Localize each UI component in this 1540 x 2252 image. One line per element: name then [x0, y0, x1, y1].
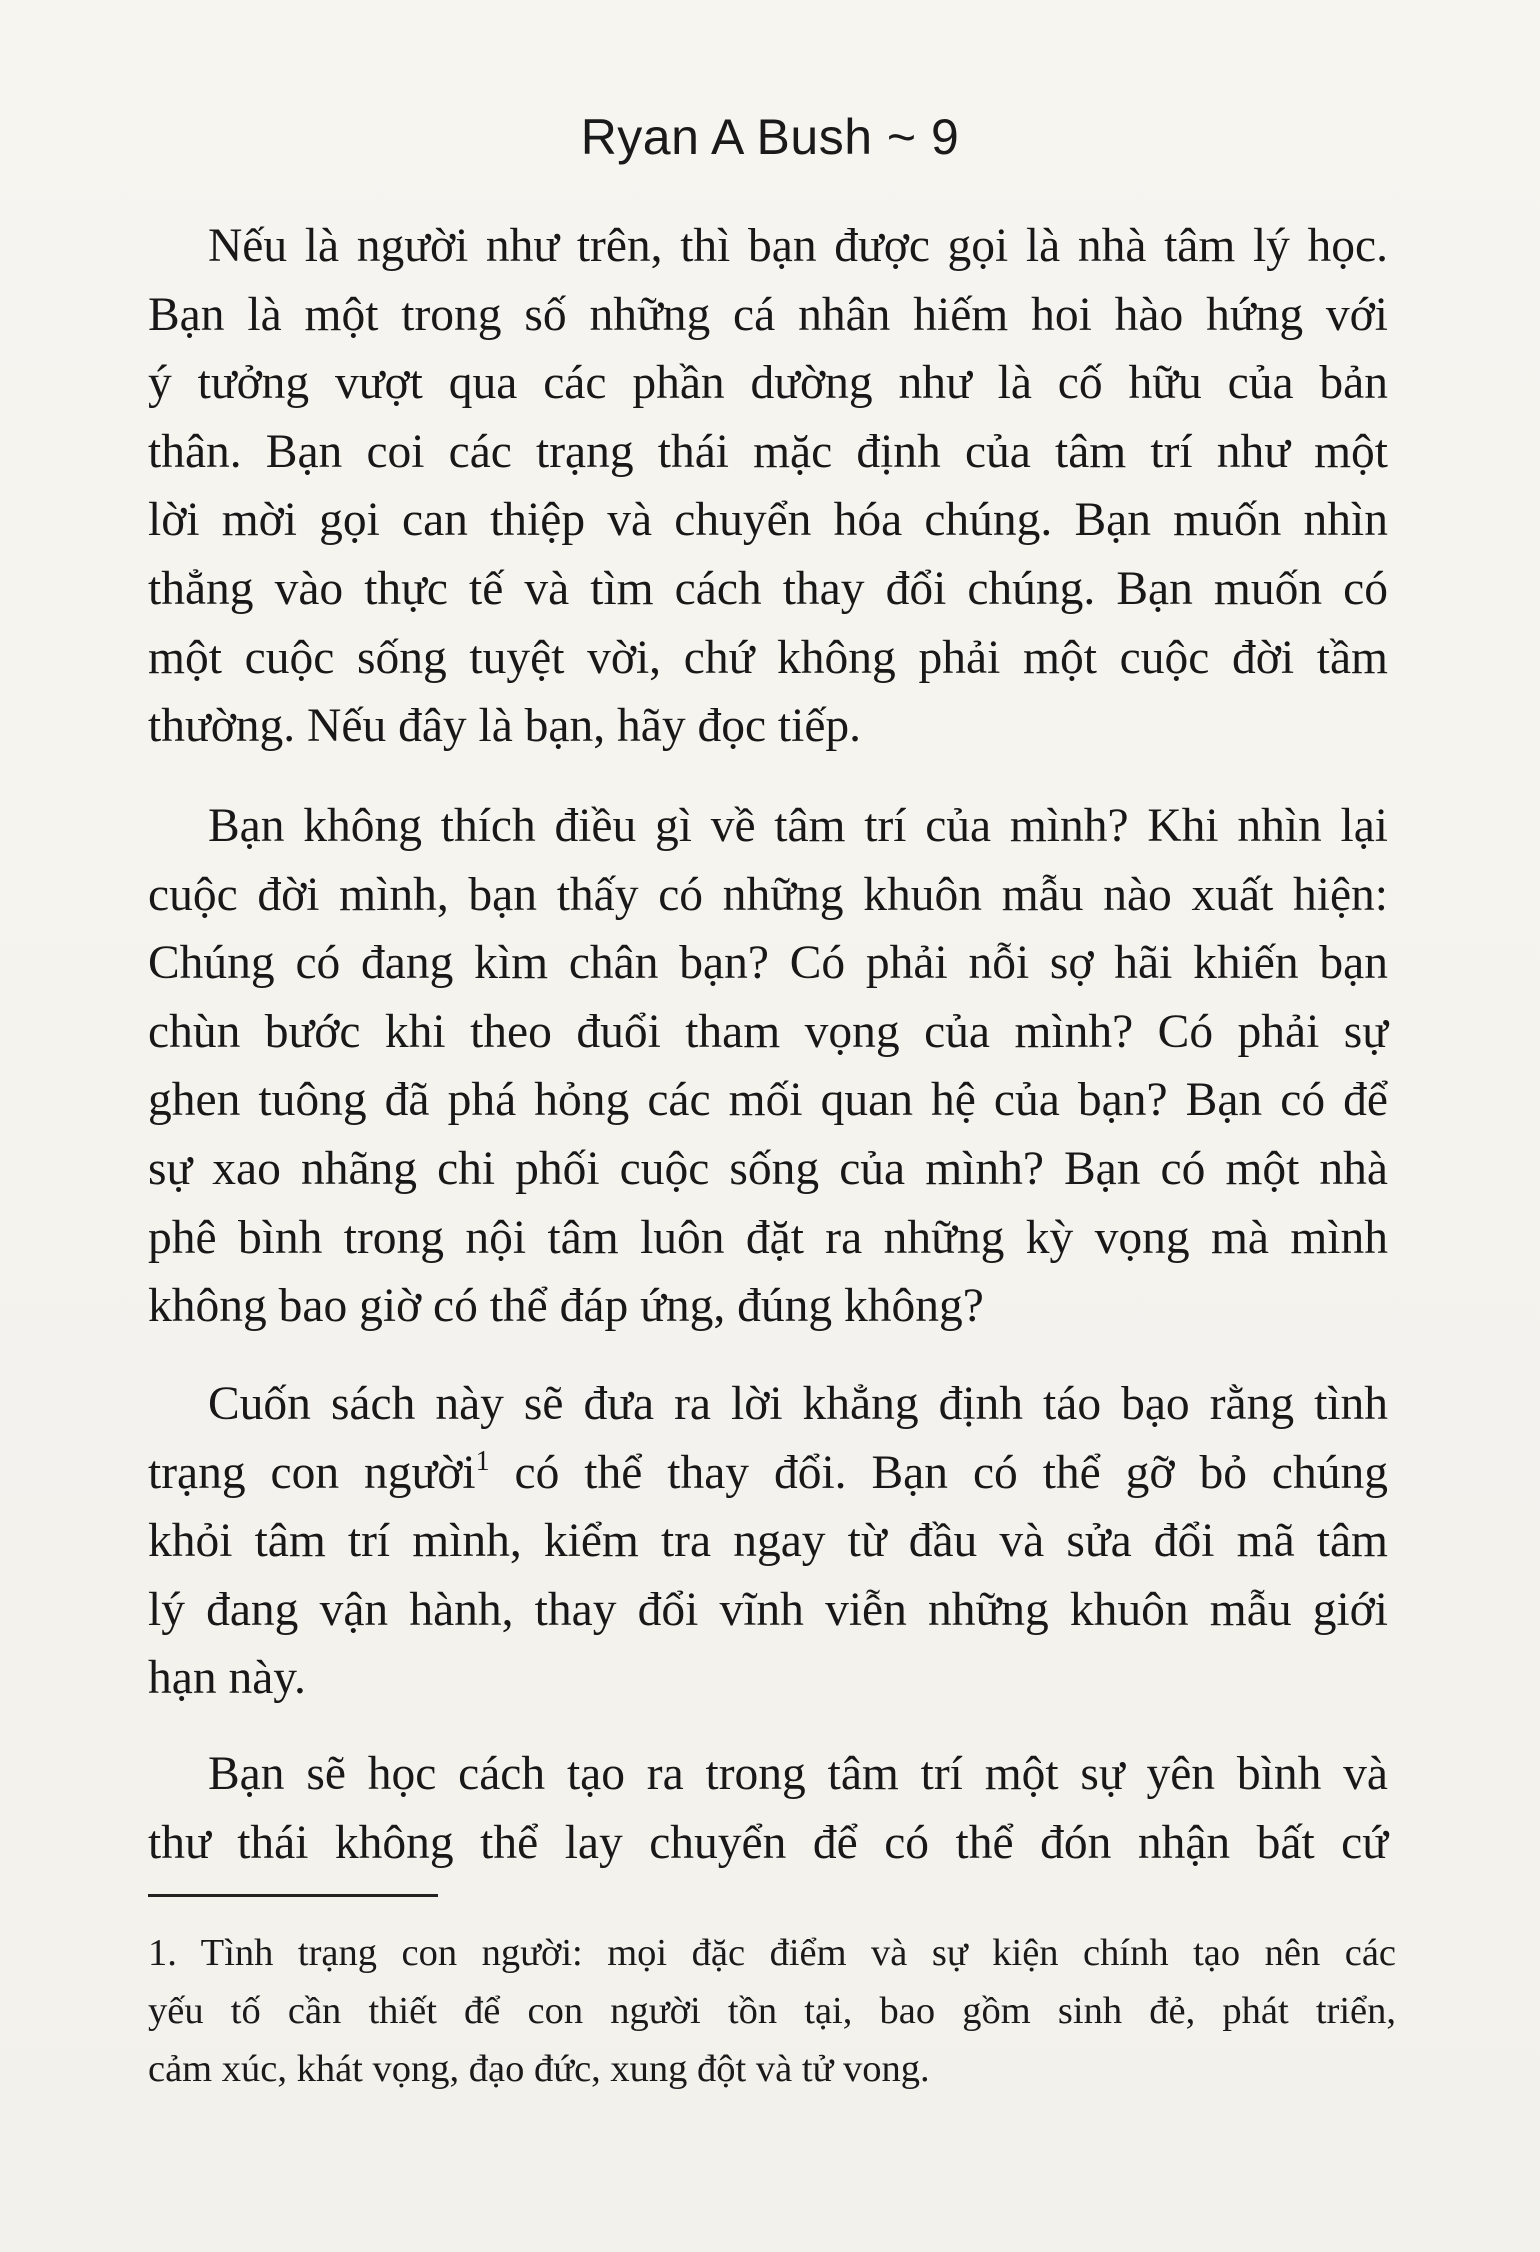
footnote-line: 1. Tình trạng con người: mọi đặc điểm và sự kiện chính tạo nên các [148, 1932, 1396, 1974]
text-line: hạn này. [148, 1652, 306, 1705]
paragraph-2 [148, 792, 1388, 1341]
text-line: thư thái không thể lay chuyển để có thể đón nhận bất cứ [148, 1816, 1388, 1869]
text-line: Bạn không thích điều gì về tâm trí của mình? Khi nhìn lại [208, 800, 1388, 852]
footnote-line: cảm xúc, khát vọng, đạo đức, xung đột và tử vong. [148, 2048, 930, 2090]
text-line: thân. Bạn coi các trạng thái mặc định của tâm trí như một [148, 425, 1388, 478]
text-line: phê bình trong nội tâm luôn đặt ra những kỳ vọng mà mình [148, 1211, 1388, 1264]
text-line: Cuốn sách này sẽ đưa ra lời khẳng định táo bạo rằng tình [208, 1378, 1388, 1430]
text-line: Chúng có đang kìm chân bạn? Có phải nỗi sợ hãi khiến bạn [148, 937, 1388, 990]
paragraph-3 [148, 1370, 1388, 1713]
text-line: Nếu là người như trên, thì bạn được gọi là nhà tâm lý học. [208, 220, 1388, 272]
text-line-with-footnote [148, 1439, 1388, 1508]
text-line: chùn bước khi theo đuổi tham vọng của mình? Có phải sự [148, 1005, 1388, 1058]
text-line: lý đang vận hành, thay đổi vĩnh viễn những khuôn mẫu giới [148, 1583, 1388, 1636]
text-line: khỏi tâm trí mình, kiểm tra ngay từ đầu và sửa đổi mã tâm [148, 1515, 1388, 1568]
paragraph-4 [148, 1740, 1388, 1877]
text-line: thường. Nếu đây là bạn, hãy đọc tiếp. [148, 700, 862, 753]
text-line: sự xao nhãng chi phối cuộc sống của mình? Bạn có một nhà [148, 1142, 1388, 1195]
text-fragment: có thể thay đổi. Bạn có thể gỡ bỏ chúng [489, 1446, 1388, 1499]
text-line: Bạn sẽ học cách tạo ra trong tâm trí một sự yên bình và [208, 1748, 1388, 1800]
text-line: không bao giờ có thể đáp ứng, đúng không? [148, 1280, 984, 1333]
text-line: ý tưởng vượt qua các phần dường như là cố hữu của bản [148, 357, 1388, 410]
footnote-line: yếu tố cần thiết để con người tồn tại, bao gồm sinh đẻ, phát triển, [148, 1990, 1396, 2032]
text-line: lời mời gọi can thiệp và chuyển hóa chúng. Bạn muốn nhìn [148, 494, 1388, 547]
footnote-divider [148, 1894, 438, 1897]
text-line: ghen tuông đã phá hỏng các mối quan hệ của bạn? Bạn có để [148, 1074, 1388, 1127]
text-line: Bạn là một trong số những cá nhân hiếm hoi hào hứng với [148, 288, 1388, 341]
footnote [148, 1924, 1396, 2098]
text-fragment: trạng con người [148, 1446, 476, 1499]
paragraph-1 [148, 212, 1388, 761]
text-line: thẳng vào thực tế và tìm cách thay đổi chúng. Bạn muốn có [148, 562, 1388, 615]
text-line: một cuộc sống tuyệt vời, chứ không phải một cuộc đời tầm [148, 631, 1388, 684]
footnote-reference[interactable]: 1 [475, 1445, 490, 1477]
text-line: cuộc đời mình, bạn thấy có những khuôn mẫu nào xuất hiện: [148, 868, 1388, 921]
running-head: Ryan A Bush ~ 9 [580, 109, 960, 165]
